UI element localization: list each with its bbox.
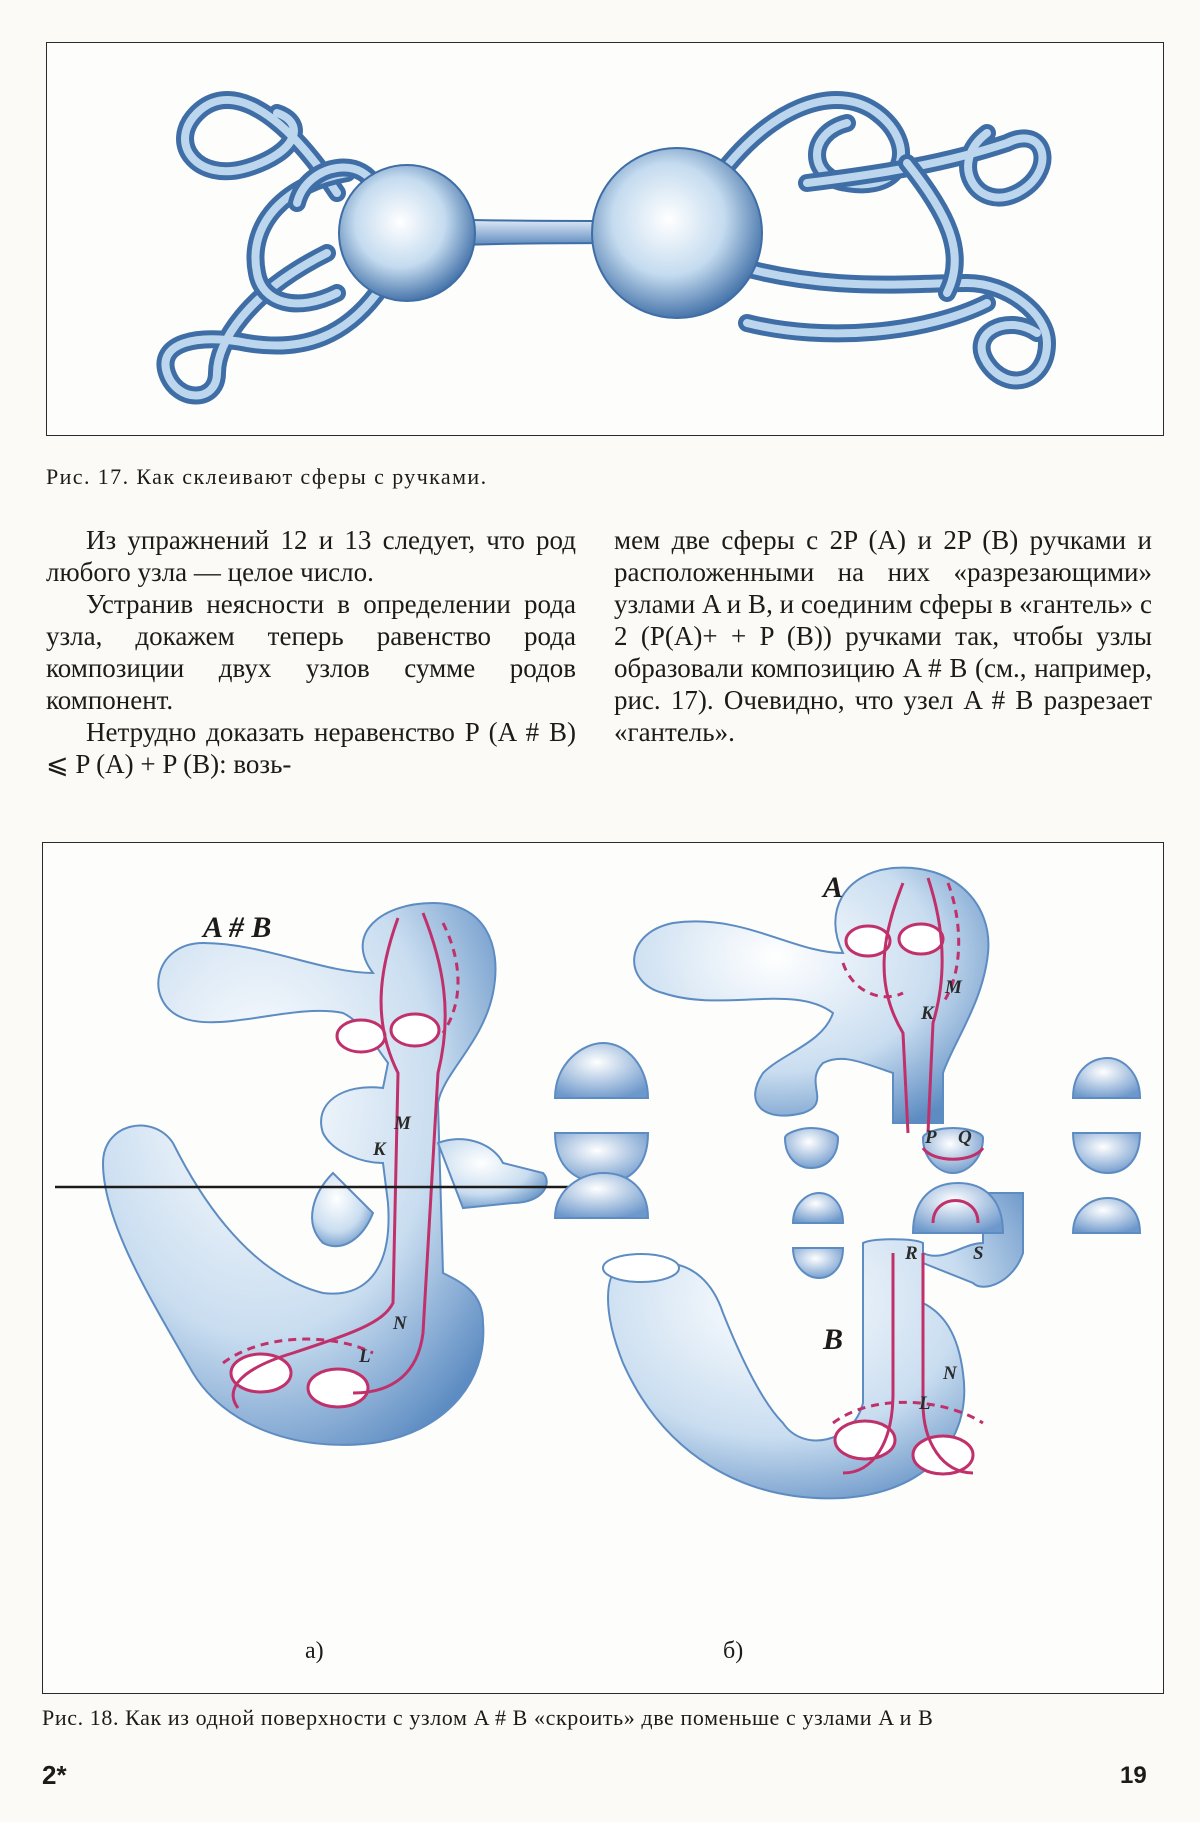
figure-18 [42,842,1164,1694]
point-m-left: M [394,1113,411,1134]
signature-mark: 2* [42,1760,67,1790]
hemisphere-caps [555,1043,1140,1278]
point-p: P [925,1127,937,1148]
figure-17-caption: Рис. 17. Как склеивают сферы с ручками. [46,464,488,489]
figure-17 [46,42,1164,436]
right-text-column [614,524,1152,748]
sub-label-a: а) [305,1638,324,1664]
point-k-right: K [921,1003,934,1024]
point-s: S [973,1243,984,1264]
point-k-left: K [373,1139,386,1160]
surface-b [603,1193,1023,1498]
left-sphere [339,165,475,301]
point-l-right: L [919,1393,931,1414]
left-text-column [46,524,576,780]
paragraph: Устранив неясности в определении рода узла, докажем теперь равенство рода композиции двух узлов сумме родов компонент. [46,589,576,715]
figure-18-caption: Рис. 18. Как из одной поверхности с узлом A # B «скроить» две поменьше с узлами A и B [42,1705,934,1730]
surface-a [634,868,988,1133]
point-l-left: L [359,1346,371,1367]
paragraph: мем две сферы с 2P (A) и 2P (B) ручками и расположенными на них «разрезающими» узлами A и B, и соединим сферы в «гантель» с 2 (P(A)+ + P (B)) ручками так, чтобы узлы образовали композицию A # B (см., например, рис. 17). Очевидно, что узел A # B разрезает «гантель». [614,525,1152,747]
point-r: R [905,1243,918,1264]
label-a-sharp-b: A # B [203,911,272,944]
page-number: 19 [1120,1762,1147,1789]
surface-a-sharp-b [55,903,588,1445]
label-a: A [823,871,844,904]
point-q: Q [958,1127,972,1148]
sub-label-b: б) [723,1638,744,1664]
dumbbell-illustration [47,43,1163,435]
surfaces-illustration [43,843,1163,1693]
label-b: B [823,1323,844,1356]
point-n-right: N [943,1363,957,1384]
paragraph: Нетрудно доказать неравенство P (A # B) ⩽ P (A) + P (B): возь- [46,717,576,779]
point-m-right: M [945,977,962,998]
right-sphere [592,148,762,318]
point-n-left: N [393,1313,407,1334]
paragraph: Из упражнений 12 и 13 следует, что род любого узла — целое число. [46,525,576,587]
